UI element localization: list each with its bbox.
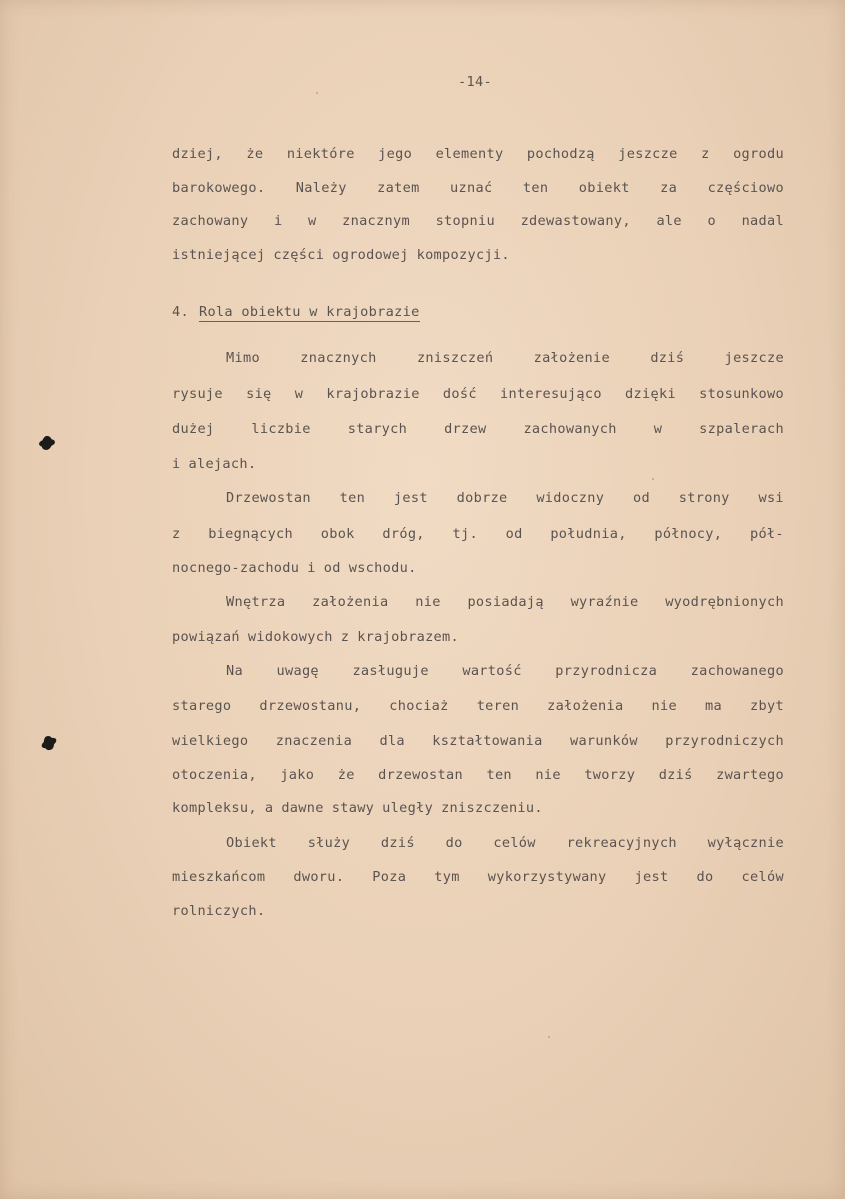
word: ten — [486, 767, 512, 783]
word: dużej — [172, 421, 215, 437]
word: że — [337, 767, 355, 783]
word: wyodrębnionych — [665, 594, 784, 610]
word: uwagę — [276, 663, 319, 679]
word: zbyt — [750, 698, 784, 714]
word: wyraźnie — [570, 594, 639, 610]
word: obok — [320, 526, 355, 542]
word: w — [653, 421, 663, 437]
word: dziś — [380, 835, 415, 851]
word: dobrze — [456, 490, 508, 506]
word: z — [340, 629, 350, 645]
word: nie — [651, 698, 677, 714]
word: wartość — [462, 663, 522, 679]
word: pół- — [749, 526, 784, 542]
text-line — [172, 696, 784, 716]
word: dróg, — [382, 526, 425, 542]
word: przyrodnicza — [555, 663, 658, 679]
text-line — [226, 833, 784, 853]
word: rolniczych. — [172, 903, 266, 919]
word: i — [307, 560, 316, 576]
punch-hole-upper — [41, 435, 54, 451]
text-line — [172, 901, 784, 921]
word: uznać — [450, 180, 493, 196]
word: zachowany — [172, 213, 249, 229]
word: jego — [378, 146, 413, 162]
word: dziś — [658, 767, 693, 783]
word: tworzy — [584, 767, 636, 783]
word: dziś — [650, 350, 685, 366]
word: dawne — [281, 800, 324, 816]
word: widoczny — [536, 490, 605, 506]
paper-speck — [548, 1036, 550, 1038]
text-line — [172, 419, 784, 439]
word: nocnego-zachodu — [172, 560, 300, 576]
word: zniszczeniu. — [441, 800, 543, 816]
word: zwartego — [716, 767, 784, 783]
word: Mimo — [226, 350, 260, 366]
word: w — [294, 386, 304, 402]
word: a — [264, 800, 274, 816]
word: znaczenia — [275, 733, 353, 749]
word: się — [246, 386, 272, 402]
text-line — [226, 661, 784, 681]
word: ma — [705, 698, 722, 714]
text-line — [172, 731, 784, 751]
word: od — [505, 526, 523, 542]
word: nie — [535, 767, 561, 783]
word: krajobrazie — [326, 386, 420, 402]
text-line — [172, 867, 784, 887]
paper-speck — [652, 478, 654, 480]
word: z — [172, 526, 181, 542]
word: i — [273, 213, 283, 229]
word: stopniu — [435, 213, 495, 229]
word: biegnących — [208, 526, 294, 542]
word: znacznym — [342, 213, 410, 229]
text-line — [172, 178, 784, 198]
word: służy — [307, 835, 351, 851]
text-line — [226, 488, 784, 508]
text-line — [172, 627, 784, 647]
word: jako — [280, 767, 315, 783]
word: ogrodowej — [332, 247, 409, 263]
word: założenia — [312, 594, 389, 610]
word: tj. — [452, 526, 478, 542]
word: rysuje — [172, 386, 223, 402]
word: rekreacyjnych — [566, 835, 677, 851]
text-line — [172, 384, 784, 404]
word: zachowanego — [690, 663, 784, 679]
word: z — [701, 146, 710, 162]
word: jeszcze — [618, 146, 678, 162]
word: mieszkańcom — [172, 869, 266, 885]
word: zachowanych — [523, 421, 617, 437]
word: częściowo — [707, 180, 784, 196]
word: elementy — [435, 146, 504, 162]
word: za — [660, 180, 678, 196]
word: zasługuje — [352, 663, 429, 679]
word: dość — [442, 386, 477, 402]
word: tym — [434, 869, 460, 885]
text-line — [172, 245, 784, 265]
word: drzewostanu, — [259, 698, 362, 714]
word: nadal — [741, 213, 784, 229]
word: starego — [172, 698, 232, 714]
word: szpalerach — [699, 421, 784, 437]
word: Drzewostan — [226, 490, 311, 506]
word: w — [308, 213, 317, 229]
word: powiązań — [172, 629, 240, 645]
word: przyrodniczych — [665, 733, 784, 749]
word: zniszczeń — [416, 350, 494, 366]
text-line — [172, 765, 784, 785]
word: drzew — [444, 421, 487, 437]
word: alejach. — [188, 456, 257, 472]
word: chociaż — [389, 698, 449, 714]
word: stawy — [331, 800, 375, 816]
word: ten — [339, 490, 366, 506]
word: drzewostan — [378, 767, 463, 783]
word: części — [273, 247, 325, 263]
word: kształtowania — [432, 733, 543, 749]
word: wyłącznie — [707, 835, 784, 851]
word: niektóre — [286, 146, 355, 162]
section-number: 4. — [172, 304, 189, 320]
word: nie — [415, 594, 441, 610]
word: znacznych — [300, 350, 377, 366]
word: istniejącej — [172, 247, 266, 263]
text-line — [172, 524, 784, 544]
word: teren — [476, 698, 520, 714]
word: od — [323, 560, 341, 576]
word: wschodu. — [348, 560, 417, 576]
page-number: -14- — [458, 74, 492, 90]
word: barokowego. — [172, 180, 266, 196]
word: celów — [493, 835, 536, 851]
word: starych — [347, 421, 408, 437]
section-heading — [172, 304, 420, 320]
text-line — [226, 592, 784, 612]
word: Poza — [372, 869, 407, 885]
word: uległy — [382, 800, 434, 816]
word: dla — [379, 733, 405, 749]
word: ten — [522, 180, 549, 196]
word: dworu. — [293, 869, 345, 885]
word: zdewastowany, — [520, 213, 631, 229]
word: ogrodu — [733, 146, 784, 162]
word: wielkiego — [172, 733, 249, 749]
word: pochodzą — [526, 146, 595, 162]
word: warunków — [569, 733, 638, 749]
word: i — [172, 456, 181, 472]
word: posiadają — [467, 594, 544, 610]
text-line — [172, 558, 784, 578]
word: kompleksu, — [172, 800, 257, 816]
text-line — [172, 211, 784, 231]
word: strony — [678, 490, 730, 506]
word: od — [633, 490, 650, 506]
word: jest — [393, 490, 428, 506]
word: jest — [634, 869, 669, 885]
word: obiekt — [578, 180, 630, 196]
word: stosunkowo — [699, 386, 784, 402]
word: do — [445, 835, 463, 851]
word: północy, — [654, 526, 723, 542]
word: Na — [226, 663, 243, 679]
text-line — [172, 454, 784, 474]
word: do — [696, 869, 714, 885]
word: założenie — [533, 350, 610, 366]
word: dzięki — [625, 386, 676, 402]
paper-speck — [316, 92, 318, 94]
word: założenia — [547, 698, 624, 714]
word: jeszcze — [724, 350, 784, 366]
word: o — [707, 213, 716, 229]
word: kompozycji. — [416, 247, 510, 263]
section-title: Rola obiektu w krajobrazie — [198, 304, 420, 320]
text-line — [226, 348, 784, 368]
word: krajobrazem. — [357, 629, 460, 645]
word: dziej, — [172, 146, 223, 162]
word: wsi — [758, 490, 784, 506]
word: interesująco — [500, 386, 602, 402]
word: Wnętrza — [226, 594, 286, 610]
word: południa, — [550, 526, 627, 542]
word: wykorzystywany — [487, 869, 607, 885]
word: liczbie — [251, 421, 311, 437]
text-line — [172, 798, 784, 818]
text-line — [172, 144, 784, 164]
word: celów — [741, 869, 784, 885]
word: otoczenia, — [172, 767, 257, 783]
word: ale — [656, 213, 682, 229]
word: Obiekt — [226, 835, 277, 851]
word: zatem — [377, 180, 420, 196]
word: że — [246, 146, 264, 162]
word: Należy — [295, 180, 347, 196]
punch-hole-lower — [43, 735, 55, 750]
word: widokowych — [247, 629, 333, 645]
